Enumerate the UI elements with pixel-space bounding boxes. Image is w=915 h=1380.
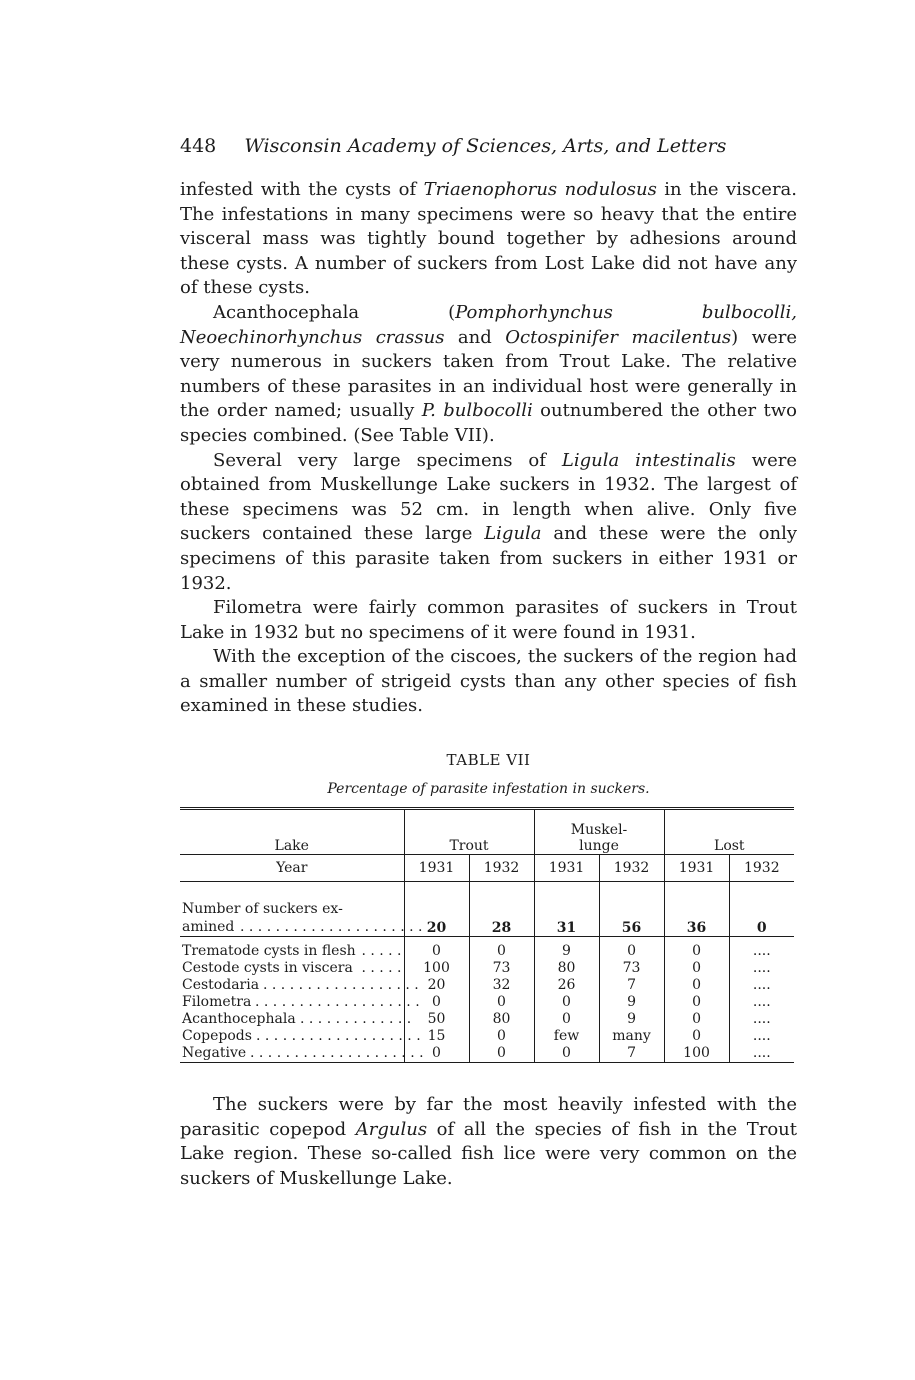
cell-value: 0: [599, 937, 664, 961]
year-cell: 1931: [404, 855, 469, 882]
cell-value: 0: [404, 994, 469, 1011]
cell-value: 31: [534, 882, 599, 937]
table-title: TABLE VII: [446, 751, 531, 770]
leader-dots: . . . . . . . . . . . . .: [300, 1011, 412, 1028]
italic-text: P. bulbocolli: [421, 400, 533, 422]
cell-value: 0: [469, 1028, 534, 1045]
row-label: [180, 1011, 412, 1028]
leader-dots: . . . . . . . . . . . . . . . . . .: [263, 977, 419, 994]
italic-text: Ligula intestinalis: [561, 449, 736, 471]
row-label: [180, 994, 420, 1011]
cell-value: 0: [664, 977, 729, 994]
lake-name-line: lunge: [579, 838, 619, 855]
cell-value: 0: [534, 1045, 599, 1063]
year-cell: 1932: [729, 855, 794, 882]
text-run: of all the species of fish in the Trout Lake region. These so-called fish lice were very common on the suckers of Muskellunge Lake.: [180, 1118, 798, 1189]
cell-value: 28: [469, 882, 534, 937]
row-label-text: Acanthocephala: [182, 1011, 296, 1028]
page-number: 448: [180, 135, 217, 157]
text-run: Filometra were fairly common parasites of suckers in Trout Lake in 1932 but no specimens of it were found in 1931.: [180, 597, 797, 643]
cell-value: 73: [599, 960, 664, 977]
year-header: Year: [180, 855, 404, 882]
table-caption: Percentage of parasite infestation in suckers.: [327, 781, 650, 798]
row-label-line: [182, 918, 423, 936]
lake-name: Trout: [404, 809, 534, 855]
cell-value: 73: [469, 960, 534, 977]
text-run: outnumbered the other two species combined. (See Table VII).: [180, 400, 798, 446]
paragraph: [180, 178, 797, 301]
row-label: [180, 960, 404, 977]
cell-value: many: [599, 1028, 664, 1045]
cell-value: 15: [404, 1028, 469, 1045]
cell-value: 0: [404, 1045, 469, 1063]
paragraph: [180, 596, 797, 645]
italic-text: Pomphorhynchus bulbocolli, Neoechinorhynchus crassus: [180, 301, 797, 348]
cell-value: 20: [404, 977, 469, 994]
year-cell: 1931: [534, 855, 599, 882]
table-year-row: [180, 855, 794, 882]
cell-value: 7: [599, 1045, 664, 1063]
row-label: [180, 1028, 421, 1045]
table-row: [180, 1011, 794, 1028]
parasite-table: [180, 807, 794, 1063]
cell-value: 56: [599, 882, 664, 937]
paragraph: [180, 645, 797, 719]
table-row: [180, 937, 794, 961]
text-run: infested with the cysts of: [180, 179, 424, 200]
cell-value: 7: [599, 977, 664, 994]
row-label: [180, 1045, 424, 1063]
cell-value: 100: [664, 1045, 729, 1063]
year-cell: 1932: [469, 855, 534, 882]
cell-value: 9: [534, 937, 599, 961]
row-label-text: Filometra: [182, 994, 252, 1011]
table-row: [180, 1028, 794, 1045]
body-text: [180, 178, 797, 719]
cell-value: 80: [469, 1011, 534, 1028]
leader-dots: . . . . .: [361, 960, 402, 977]
leader-dots: . . . . . . . . . . . . . . . . . . . .: [250, 1045, 424, 1062]
year-cell: 1931: [664, 855, 729, 882]
page: [180, 128, 797, 1191]
leader-dots: . . . . . . . . . . . . . . . . . . .: [255, 994, 420, 1011]
cell-value: 0: [534, 994, 599, 1011]
row-label-text: Cestode cysts in viscera: [182, 960, 353, 977]
table-row: [180, 977, 794, 994]
cell-value: 80: [534, 960, 599, 977]
cell-value: 9: [599, 1011, 664, 1028]
year-cell: 1932: [599, 855, 664, 882]
cell-value: 0: [729, 882, 794, 937]
text-run: With the exception of the ciscoes, the suckers of the region had a smaller number of strigeid cysts than any other species of fish examined in these studies.: [180, 646, 797, 717]
cell-value: 0: [664, 960, 729, 977]
cell-value: 32: [469, 977, 534, 994]
cell-value: 36: [664, 882, 729, 937]
table-row-count: [180, 882, 794, 937]
cell-value: 26: [534, 977, 599, 994]
table-row: [180, 994, 794, 1011]
cell-value: 0: [664, 937, 729, 961]
cell-value: ....: [729, 1028, 794, 1045]
cell-value: ....: [729, 977, 794, 994]
row-label-text: Cestodaria: [182, 977, 260, 994]
cell-value: ....: [729, 937, 794, 961]
closing-text: [180, 1093, 797, 1191]
cell-value: ....: [729, 960, 794, 977]
row-label-text: Trematode cysts in flesh: [182, 943, 356, 960]
cell-value: 0: [664, 1028, 729, 1045]
table-row: [180, 1045, 794, 1063]
cell-value: few: [534, 1028, 599, 1045]
row-label: [180, 937, 404, 961]
cell-value: 0: [404, 937, 469, 961]
text-run: and these were the only specimens of this parasite taken from suckers in either 1931 or 1932.: [180, 523, 797, 594]
cell-value: 0: [534, 1011, 599, 1028]
cell-value: ....: [729, 1011, 794, 1028]
cell-value: 0: [664, 1011, 729, 1028]
italic-text: Argulus: [355, 1118, 428, 1140]
cell-value: 0: [469, 994, 534, 1011]
lake-header: Lake: [274, 838, 309, 855]
leader-dots: . . . . . . . . . . . . . . . . . . . . .: [240, 919, 423, 936]
cell-value: 0: [469, 937, 534, 961]
cell-value: 20: [404, 882, 469, 937]
table-row: [180, 960, 794, 977]
cell-value: 100: [404, 960, 469, 977]
row-label-line: Number of suckers ex-: [182, 901, 343, 918]
paragraph: [180, 449, 797, 597]
cell-value: 50: [404, 1011, 469, 1028]
paragraph: [180, 301, 797, 449]
row-label-text: Copepods: [182, 1028, 252, 1045]
lake-name: [534, 809, 664, 855]
leader-dots: . . . . .: [361, 943, 402, 960]
lake-name-line: Muskel-: [570, 822, 628, 839]
italic-text: Ligula: [484, 523, 542, 545]
text-run: and: [444, 326, 506, 348]
text-run: Acanthocephala (: [213, 301, 456, 323]
running-head: [180, 128, 797, 164]
cell-value: 0: [664, 994, 729, 1011]
cell-value: ....: [729, 1045, 794, 1063]
italic-text: Triaenophorus nodulosus: [423, 179, 657, 200]
lake-name: Lost: [664, 809, 794, 855]
italic-text: Octospinifer macilentus: [505, 326, 732, 348]
text-run: in the viscera. The infestations in many specimens were so heavy that the entire visceral mass was tightly bound together by adhesions around these cysts. A number of suckers from Lost Lake did not have any of these cysts.: [180, 179, 798, 299]
row-label: [180, 882, 423, 937]
row-label: [180, 977, 419, 994]
leader-dots: . . . . . . . . . . . . . . . . . . .: [256, 1028, 421, 1045]
text-run: Several very large specimens of: [213, 449, 562, 471]
table-lake-header-row: [180, 809, 794, 855]
text-run: were obtained from Muskellunge Lake suckers in 1932. The largest of these specimens was 52 cm. in length when alive. Only five suckers contained these large: [180, 449, 798, 545]
cell-value: 0: [469, 1045, 534, 1063]
cell-value: ....: [729, 994, 794, 1011]
row-label-text: Negative: [182, 1045, 247, 1062]
text-run: The suckers were by far the most heavily infested with the parasitic copepod: [180, 1094, 797, 1140]
text-run: ) were very numerous in suckers taken from Trout Lake. The relative numbers of these parasites in an individual host were generally in the order named; usually: [180, 326, 797, 422]
paragraph: [180, 1093, 797, 1191]
row-label-text: amined: [182, 919, 235, 936]
journal-title: Wisconsin Academy of Sciences, Arts, and Letters: [244, 135, 727, 157]
cell-value: 9: [599, 994, 664, 1011]
